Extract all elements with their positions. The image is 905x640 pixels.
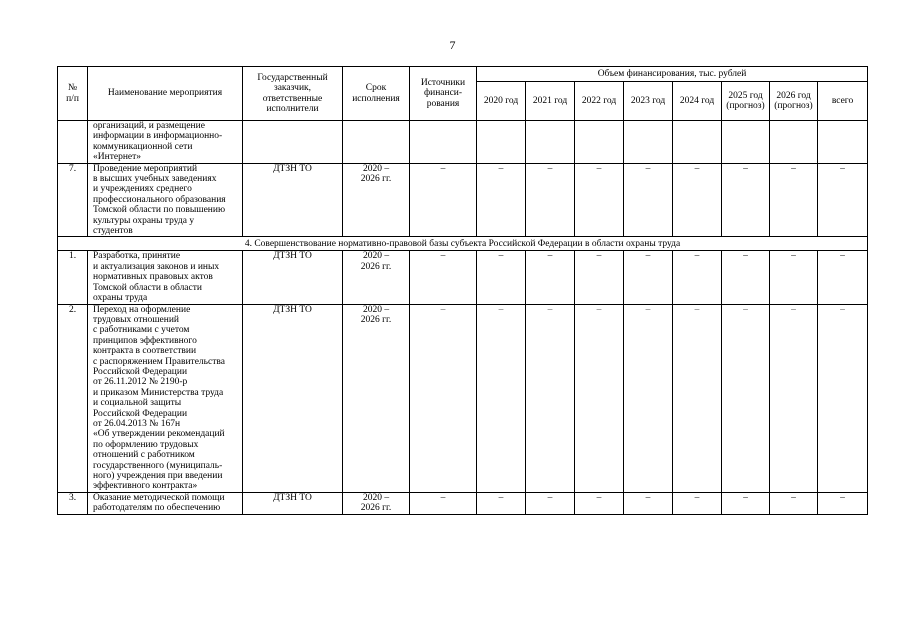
funding-source: – [410, 251, 477, 304]
funding-cell: – [526, 251, 575, 304]
funding-cell [526, 121, 575, 164]
activity-name-line: организаций, и размещение [93, 121, 205, 131]
header-year-2026: 2026 год (прогноз) [770, 82, 818, 121]
page-number: 7 [449, 38, 456, 52]
activity-name-line: Проведение мероприятий [93, 163, 198, 174]
activity-name-line: Разработка, принятие [93, 251, 181, 262]
activity-name-line: с распоряжением Правительства [93, 356, 225, 367]
funding-cell: – [673, 304, 722, 492]
customer: ДТЗН ТО [243, 492, 343, 514]
row-number: 3. [58, 492, 88, 514]
activity-name-line: эффективного контракта» [93, 481, 198, 492]
funding-cell: – [526, 163, 575, 237]
table-row [58, 163, 868, 237]
header-funding-group: Объем финансирования, тыс. рублей [477, 67, 868, 82]
term: 2020 – 2026 гг. [343, 163, 410, 237]
row-number: 7. [58, 163, 88, 237]
funding-cell: – [673, 492, 722, 514]
funding-cell: – [575, 251, 624, 304]
funding-cell: – [722, 492, 770, 514]
activity-name-line: Томской области по повышению [93, 205, 226, 216]
activity-name-line: трудовых отношений [93, 314, 180, 325]
funding-source: – [410, 163, 477, 237]
funding-cell: – [575, 163, 624, 237]
table-row [58, 304, 868, 492]
row-number [58, 121, 88, 164]
activity-name-line: по оформлению трудовых [93, 439, 199, 450]
activity-name-line: отношений с работником [93, 450, 195, 461]
table-row [58, 251, 868, 304]
funding-cell [477, 121, 526, 164]
activity-name-line: и приказом Министерства труда [93, 387, 224, 398]
activity-name-line: Переход на оформление [93, 304, 191, 315]
funding-cell: – [818, 251, 868, 304]
funding-source: – [410, 492, 477, 514]
activity-name-line: студентов [93, 226, 133, 237]
funding-cell: – [477, 251, 526, 304]
row-number: 2. [58, 304, 88, 492]
funding-cell: – [624, 492, 673, 514]
activity-name [88, 492, 243, 514]
activity-name-line: ного) учреждения при введении [93, 471, 223, 481]
table-body-part2 [58, 251, 868, 514]
program-table [57, 66, 868, 515]
funding-cell: – [818, 492, 868, 514]
funding-cell: – [818, 304, 868, 492]
funding-cell: – [624, 163, 673, 237]
funding-cell: – [624, 304, 673, 492]
activity-name-line: контракта в соответствии [93, 346, 197, 357]
funding-cell [722, 121, 770, 164]
header-year-2021: 2021 год [526, 82, 575, 121]
header-year-2024: 2024 год [673, 82, 722, 121]
funding-cell: – [575, 492, 624, 514]
header-name: Наименование мероприятия [88, 67, 243, 121]
funding-cell: – [818, 163, 868, 237]
funding-cell: – [477, 304, 526, 492]
funding-cell: – [770, 163, 818, 237]
activity-name-line: Российской Федерации [93, 408, 188, 419]
funding-cell: – [722, 163, 770, 237]
activity-name-line: информации в информационно- [93, 131, 223, 142]
term: 2020 – 2026 гг. [343, 492, 410, 514]
activity-name-line: государственного (муниципаль- [93, 460, 223, 471]
funding-cell: – [673, 251, 722, 304]
table-section [58, 237, 868, 251]
activity-name-line: «Об утверждении рекомендаций [93, 429, 225, 440]
activity-name-line: культуры охраны труда у [93, 215, 195, 226]
funding-cell: – [477, 492, 526, 514]
funding-cell: – [624, 251, 673, 304]
funding-cell: – [722, 251, 770, 304]
activity-name-line: принципов эффективного [93, 335, 197, 346]
activity-name-line: от 26.11.2012 № 2190-р [93, 377, 188, 388]
funding-cell: – [575, 304, 624, 492]
term [343, 121, 410, 164]
activity-name-line: работодателям по обеспечению [93, 503, 221, 514]
activity-name-line: с работниками с учетом [93, 325, 190, 336]
header-term: Срок исполнения [343, 67, 410, 121]
header-sources: Источники финанси-рования [410, 67, 477, 121]
table-body-part1 [58, 121, 868, 237]
funding-cell: – [770, 251, 818, 304]
funding-cell [818, 121, 868, 164]
activity-name-line: «Интернет» [93, 152, 142, 163]
section-title: 4. Совершенствование нормативно-правовой базы субъекта Российской Федерации в области охраны труда [58, 237, 868, 251]
funding-cell [673, 121, 722, 164]
header-customer: Государственный заказчик, ответственные исполнители [243, 67, 343, 121]
table-row [58, 121, 868, 164]
customer: ДТЗН ТО [243, 304, 343, 492]
header-year-2025: 2025 год (прогноз) [722, 82, 770, 121]
activity-name [88, 163, 243, 237]
activity-name [88, 121, 243, 164]
funding-cell: – [673, 163, 722, 237]
header-year-2023: 2023 год [624, 82, 673, 121]
funding-cell: – [722, 304, 770, 492]
activity-name-line: профессионального образования [93, 194, 226, 205]
funding-cell: – [770, 304, 818, 492]
term: 2020 – 2026 гг. [343, 304, 410, 492]
activity-name-line: и социальной защиты [93, 398, 182, 409]
header-year-2020: 2020 год [477, 82, 526, 121]
row-number: 1. [58, 251, 88, 304]
customer: ДТЗН ТО [243, 163, 343, 237]
funding-cell: – [526, 304, 575, 492]
funding-cell [575, 121, 624, 164]
table-header [58, 67, 868, 121]
customer [243, 121, 343, 164]
funding-source: – [410, 304, 477, 492]
section-row [58, 237, 868, 251]
customer: ДТЗН ТО [243, 251, 343, 304]
activity-name-line: Томской области в области [93, 282, 202, 293]
funding-source [410, 121, 477, 164]
activity-name-line: коммуникационной сети [93, 141, 193, 152]
funding-cell [624, 121, 673, 164]
activity-name-line: и актуализация законов и иных [93, 261, 220, 272]
activity-name-line: и учреждениях среднего [93, 184, 192, 195]
header-num: № п/п [58, 67, 88, 121]
funding-cell: – [477, 163, 526, 237]
activity-name-line: Оказание методической помощи [93, 492, 225, 503]
activity-name-line: нормативных правовых актов [93, 272, 213, 283]
term: 2020 – 2026 гг. [343, 251, 410, 304]
header-year-2022: 2022 год [575, 82, 624, 121]
header-total: всего [818, 82, 868, 121]
funding-cell [770, 121, 818, 164]
funding-cell: – [770, 492, 818, 514]
activity-name [88, 251, 243, 304]
activity-name [88, 304, 243, 492]
table-row [58, 492, 868, 514]
funding-cell: – [526, 492, 575, 514]
activity-name-line: охраны труда [93, 293, 148, 304]
activity-name-line: от 26.04.2013 № 167н [93, 418, 181, 429]
activity-name-line: Российской Федерации [93, 366, 188, 377]
activity-name-line: в высших учебных заведениях [93, 174, 217, 185]
